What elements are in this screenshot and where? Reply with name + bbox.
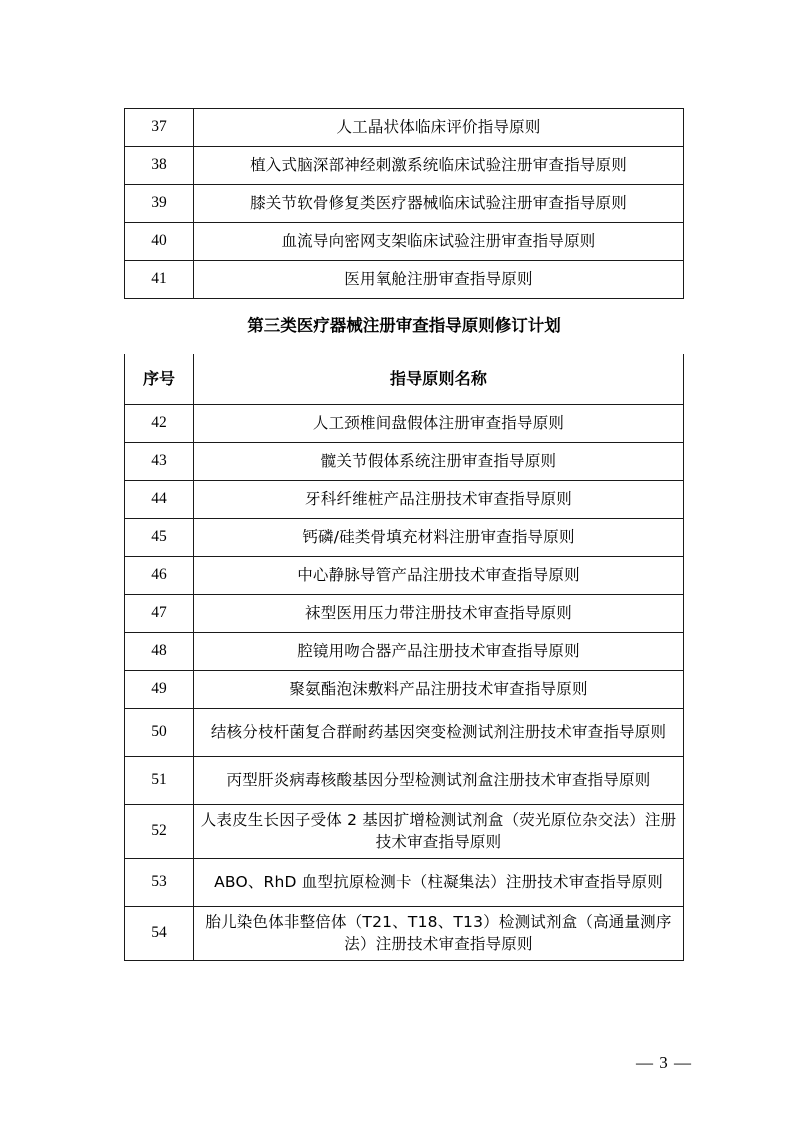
row-number: 47 (125, 595, 194, 633)
row-number: 45 (125, 519, 194, 557)
row-title: 牙科纤维桩产品注册技术审查指导原则 (194, 481, 684, 519)
row-title: 人工晶状体临床评价指导原则 (194, 109, 684, 147)
table-row (125, 906, 684, 960)
column-header-name: 指导原则名称 (194, 354, 684, 405)
page-number: — 3 — (636, 1053, 692, 1072)
row-number: 48 (125, 633, 194, 671)
table-row (125, 805, 684, 859)
table-row (125, 109, 684, 147)
row-title: 中心静脉导管产品注册技术审查指导原则 (194, 557, 684, 595)
row-number: 43 (125, 443, 194, 481)
row-number: 42 (125, 405, 194, 443)
row-title: 植入式脑深部神经刺激系统临床试验注册审查指导原则 (194, 147, 684, 185)
row-number: 40 (125, 223, 194, 261)
table-row (125, 443, 684, 481)
table-header-row (125, 354, 684, 405)
row-number: 52 (125, 805, 194, 859)
table-row (125, 633, 684, 671)
table-row (125, 519, 684, 557)
table-row (125, 405, 684, 443)
section-title: 第三类医疗器械注册审查指导原则修订计划 (125, 299, 684, 354)
row-number: 46 (125, 557, 194, 595)
table-body (125, 109, 684, 961)
row-title: 袜型医用压力带注册技术审查指导原则 (194, 595, 684, 633)
row-title: 钙磷/硅类骨填充材料注册审查指导原则 (194, 519, 684, 557)
row-number: 38 (125, 147, 194, 185)
table-row (125, 147, 684, 185)
row-title: 聚氨酯泡沫敷料产品注册技术审查指导原则 (194, 671, 684, 709)
table-row (125, 709, 684, 757)
row-title: 胎儿染色体非整倍体（T21、T18、T13）检测试剂盒（高通量测序法）注册技术审查指导原则 (194, 906, 684, 960)
table-row (125, 557, 684, 595)
guideline-table (124, 108, 684, 961)
table-row (125, 481, 684, 519)
row-title: 膝关节软骨修复类医疗器械临床试验注册审查指导原则 (194, 185, 684, 223)
row-title: 结核分枝杆菌复合群耐药基因突变检测试剂注册技术审查指导原则 (194, 709, 684, 757)
row-number: 44 (125, 481, 194, 519)
row-number: 41 (125, 261, 194, 299)
row-title: 医用氧舱注册审查指导原则 (194, 261, 684, 299)
row-title: 丙型肝炎病毒核酸基因分型检测试剂盒注册技术审查指导原则 (194, 757, 684, 805)
table-row (125, 185, 684, 223)
row-title: 人表皮生长因子受体 2 基因扩增检测试剂盒（荧光原位杂交法）注册技术审查指导原则 (194, 805, 684, 859)
table-row (125, 671, 684, 709)
row-title: 髋关节假体系统注册审查指导原则 (194, 443, 684, 481)
section-title-row (125, 299, 684, 354)
row-number: 50 (125, 709, 194, 757)
table-row (125, 595, 684, 633)
table-row (125, 757, 684, 805)
table-row (125, 858, 684, 906)
row-title: 血流导向密网支架临床试验注册审查指导原则 (194, 223, 684, 261)
row-title: 人工颈椎间盘假体注册审查指导原则 (194, 405, 684, 443)
row-number: 39 (125, 185, 194, 223)
table-row (125, 223, 684, 261)
column-header-no: 序号 (125, 354, 194, 405)
table-row (125, 261, 684, 299)
row-number: 54 (125, 906, 194, 960)
row-title: ABO、RhD 血型抗原检测卡（柱凝集法）注册技术审查指导原则 (194, 858, 684, 906)
row-number: 53 (125, 858, 194, 906)
row-number: 37 (125, 109, 194, 147)
row-number: 49 (125, 671, 194, 709)
row-title: 腔镜用吻合器产品注册技术审查指导原则 (194, 633, 684, 671)
row-number: 51 (125, 757, 194, 805)
